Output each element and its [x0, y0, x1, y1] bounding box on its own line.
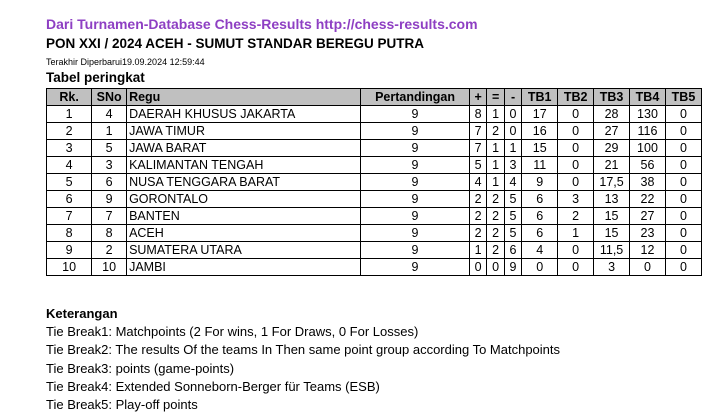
table-cell: 1 — [558, 225, 594, 242]
table-cell: 2 — [469, 208, 486, 225]
table-cell: 1 — [469, 242, 486, 259]
table-cell: 6 — [504, 242, 521, 259]
tie-break-3-note: Tie Break3: points (game-points) — [46, 360, 235, 376]
table-row — [47, 242, 702, 259]
table-cell: 7 — [47, 208, 92, 225]
table-cell: 10 — [92, 259, 127, 276]
table-cell: 0 — [522, 259, 558, 276]
table-cell: 17 — [522, 106, 558, 123]
column-header: TB2 — [558, 89, 594, 106]
team-name-cell: JAMBI — [127, 259, 361, 276]
table-cell: 8 — [92, 225, 127, 242]
table-row — [47, 225, 702, 242]
table-cell: 0 — [665, 242, 701, 259]
team-name-cell: ACEH — [127, 225, 361, 242]
table-cell: 7 — [469, 140, 486, 157]
table-cell: 8 — [47, 225, 92, 242]
table-cell: 0 — [504, 106, 521, 123]
table-cell: 100 — [630, 140, 666, 157]
table-cell: 1 — [487, 157, 504, 174]
table-cell: 2 — [487, 123, 504, 140]
column-header: TB4 — [630, 89, 666, 106]
tie-break-5-note: Tie Break5: Play-off points — [46, 397, 198, 413]
table-cell: 2 — [487, 242, 504, 259]
table-header-row — [47, 89, 702, 106]
table-row — [47, 208, 702, 225]
column-header: Rk. — [47, 89, 92, 106]
table-cell: 0 — [558, 140, 594, 157]
table-cell: 5 — [504, 208, 521, 225]
team-name-cell: GORONTALO — [127, 191, 361, 208]
column-header: TB1 — [522, 89, 558, 106]
table-cell: 0 — [665, 208, 701, 225]
table-cell: 6 — [522, 225, 558, 242]
table-cell: 27 — [594, 123, 630, 140]
table-cell: 9 — [361, 242, 470, 259]
table-cell: 3 — [504, 157, 521, 174]
last-updated-text: Terakhir Diperbarui19.09.2024 12:59:44 — [46, 57, 205, 67]
table-cell: 5 — [47, 174, 92, 191]
table-cell: 15 — [594, 208, 630, 225]
table-cell: 0 — [665, 140, 701, 157]
team-name-cell: JAWA TIMUR — [127, 123, 361, 140]
table-cell: 0 — [558, 242, 594, 259]
table-cell: 9 — [361, 157, 470, 174]
standings-heading: Tabel peringkat — [46, 70, 145, 85]
table-cell: 2 — [558, 208, 594, 225]
table-cell: 9 — [47, 242, 92, 259]
table-row — [47, 174, 702, 191]
table-cell: 3 — [47, 140, 92, 157]
table-cell: 11 — [522, 157, 558, 174]
team-name-cell: KALIMANTAN TENGAH — [127, 157, 361, 174]
table-cell: 8 — [469, 106, 486, 123]
table-cell: 13 — [594, 191, 630, 208]
team-name-cell: DAERAH KHUSUS JAKARTA — [127, 106, 361, 123]
table-cell: 5 — [92, 140, 127, 157]
table-cell: 0 — [487, 259, 504, 276]
table-cell: 11,5 — [594, 242, 630, 259]
team-name-cell: SUMATERA UTARA — [127, 242, 361, 259]
table-cell: 9 — [361, 225, 470, 242]
table-cell: 5 — [504, 225, 521, 242]
table-cell: 10 — [47, 259, 92, 276]
table-cell: 0 — [665, 106, 701, 123]
table-cell: 0 — [558, 157, 594, 174]
table-cell: 28 — [594, 106, 630, 123]
table-cell: 4 — [469, 174, 486, 191]
table-cell: 2 — [487, 191, 504, 208]
table-cell: 3 — [92, 157, 127, 174]
table-cell: 6 — [92, 174, 127, 191]
table-cell: 2 — [487, 225, 504, 242]
table-cell: 2 — [469, 225, 486, 242]
table-row — [47, 140, 702, 157]
table-cell: 5 — [504, 191, 521, 208]
table-cell: 4 — [522, 242, 558, 259]
tie-break-4-note: Tie Break4: Extended Sonneborn-Berger für Teams (ESB) — [46, 378, 380, 394]
column-header: - — [504, 89, 521, 106]
notes-section — [46, 305, 560, 414]
table-cell: 9 — [361, 208, 470, 225]
table-cell: 0 — [665, 259, 701, 276]
table-cell: 9 — [361, 123, 470, 140]
table-cell: 0 — [469, 259, 486, 276]
table-cell: 23 — [630, 225, 666, 242]
table-cell: 4 — [92, 106, 127, 123]
table-cell: 9 — [361, 259, 470, 276]
table-cell: 3 — [594, 259, 630, 276]
table-cell: 17,5 — [594, 174, 630, 191]
table-cell: 2 — [47, 123, 92, 140]
table-cell: 0 — [665, 225, 701, 242]
table-cell: 1 — [92, 123, 127, 140]
table-cell: 6 — [47, 191, 92, 208]
table-cell: 29 — [594, 140, 630, 157]
table-cell: 7 — [469, 123, 486, 140]
table-cell: 0 — [558, 259, 594, 276]
table-cell: 27 — [630, 208, 666, 225]
table-cell: 4 — [504, 174, 521, 191]
table-cell: 9 — [361, 140, 470, 157]
tie-break-2-note: Tie Break2: The results Of the teams In Then same point group according To Matchpoints — [46, 342, 561, 358]
table-cell: 22 — [630, 191, 666, 208]
source-link[interactable]: Dari Turnamen-Database Chess-Results http://chess-results.com — [46, 16, 478, 32]
table-cell: 9 — [522, 174, 558, 191]
table-cell: 56 — [630, 157, 666, 174]
table-cell: 5 — [469, 157, 486, 174]
table-cell: 4 — [47, 157, 92, 174]
table-cell: 0 — [630, 259, 666, 276]
table-row — [47, 123, 702, 140]
team-name-cell: NUSA TENGGARA BARAT — [127, 174, 361, 191]
table-cell: 1 — [47, 106, 92, 123]
table-cell: 9 — [361, 174, 470, 191]
table-cell: 0 — [665, 123, 701, 140]
table-cell: 0 — [665, 174, 701, 191]
column-header: Pertandingan — [361, 89, 470, 106]
table-cell: 7 — [92, 208, 127, 225]
table-cell: 0 — [558, 106, 594, 123]
table-cell: 2 — [487, 208, 504, 225]
table-cell: 38 — [630, 174, 666, 191]
table-cell: 1 — [504, 140, 521, 157]
table-cell: 9 — [361, 106, 470, 123]
tournament-title: PON XXI / 2024 ACEH - SUMUT STANDAR BEREGU PUTRA — [46, 36, 425, 51]
table-row — [47, 259, 702, 276]
table-cell: 16 — [522, 123, 558, 140]
table-cell: 0 — [504, 123, 521, 140]
table-cell: 130 — [630, 106, 666, 123]
table-cell: 2 — [92, 242, 127, 259]
table-row — [47, 106, 702, 123]
column-header: Regu — [127, 89, 361, 106]
column-header: TB5 — [665, 89, 701, 106]
table-cell: 0 — [665, 191, 701, 208]
table-row — [47, 157, 702, 174]
table-cell: 9 — [504, 259, 521, 276]
table-cell: 3 — [558, 191, 594, 208]
column-header: + — [469, 89, 486, 106]
team-name-cell: BANTEN — [127, 208, 361, 225]
table-cell: 12 — [630, 242, 666, 259]
table-cell: 6 — [522, 208, 558, 225]
team-name-cell: JAWA BARAT — [127, 140, 361, 157]
table-cell: 1 — [487, 106, 504, 123]
table-cell: 0 — [558, 174, 594, 191]
table-cell: 0 — [665, 157, 701, 174]
table-row — [47, 191, 702, 208]
column-header: TB3 — [594, 89, 630, 106]
column-header: SNo — [92, 89, 127, 106]
table-cell: 6 — [522, 191, 558, 208]
table-cell: 15 — [522, 140, 558, 157]
table-cell: 21 — [594, 157, 630, 174]
table-cell: 1 — [487, 174, 504, 191]
table-cell: 9 — [92, 191, 127, 208]
table-cell: 0 — [558, 123, 594, 140]
notes-heading: Keterangan — [46, 306, 118, 321]
standings-table — [46, 88, 702, 276]
table-cell: 9 — [361, 191, 470, 208]
column-header: = — [487, 89, 504, 106]
table-cell: 116 — [630, 123, 666, 140]
tie-break-1-note: Tie Break1: Matchpoints (2 For wins, 1 For Draws, 0 For Losses) — [46, 324, 419, 340]
table-cell: 15 — [594, 225, 630, 242]
table-cell: 1 — [487, 140, 504, 157]
table-cell: 2 — [469, 191, 486, 208]
